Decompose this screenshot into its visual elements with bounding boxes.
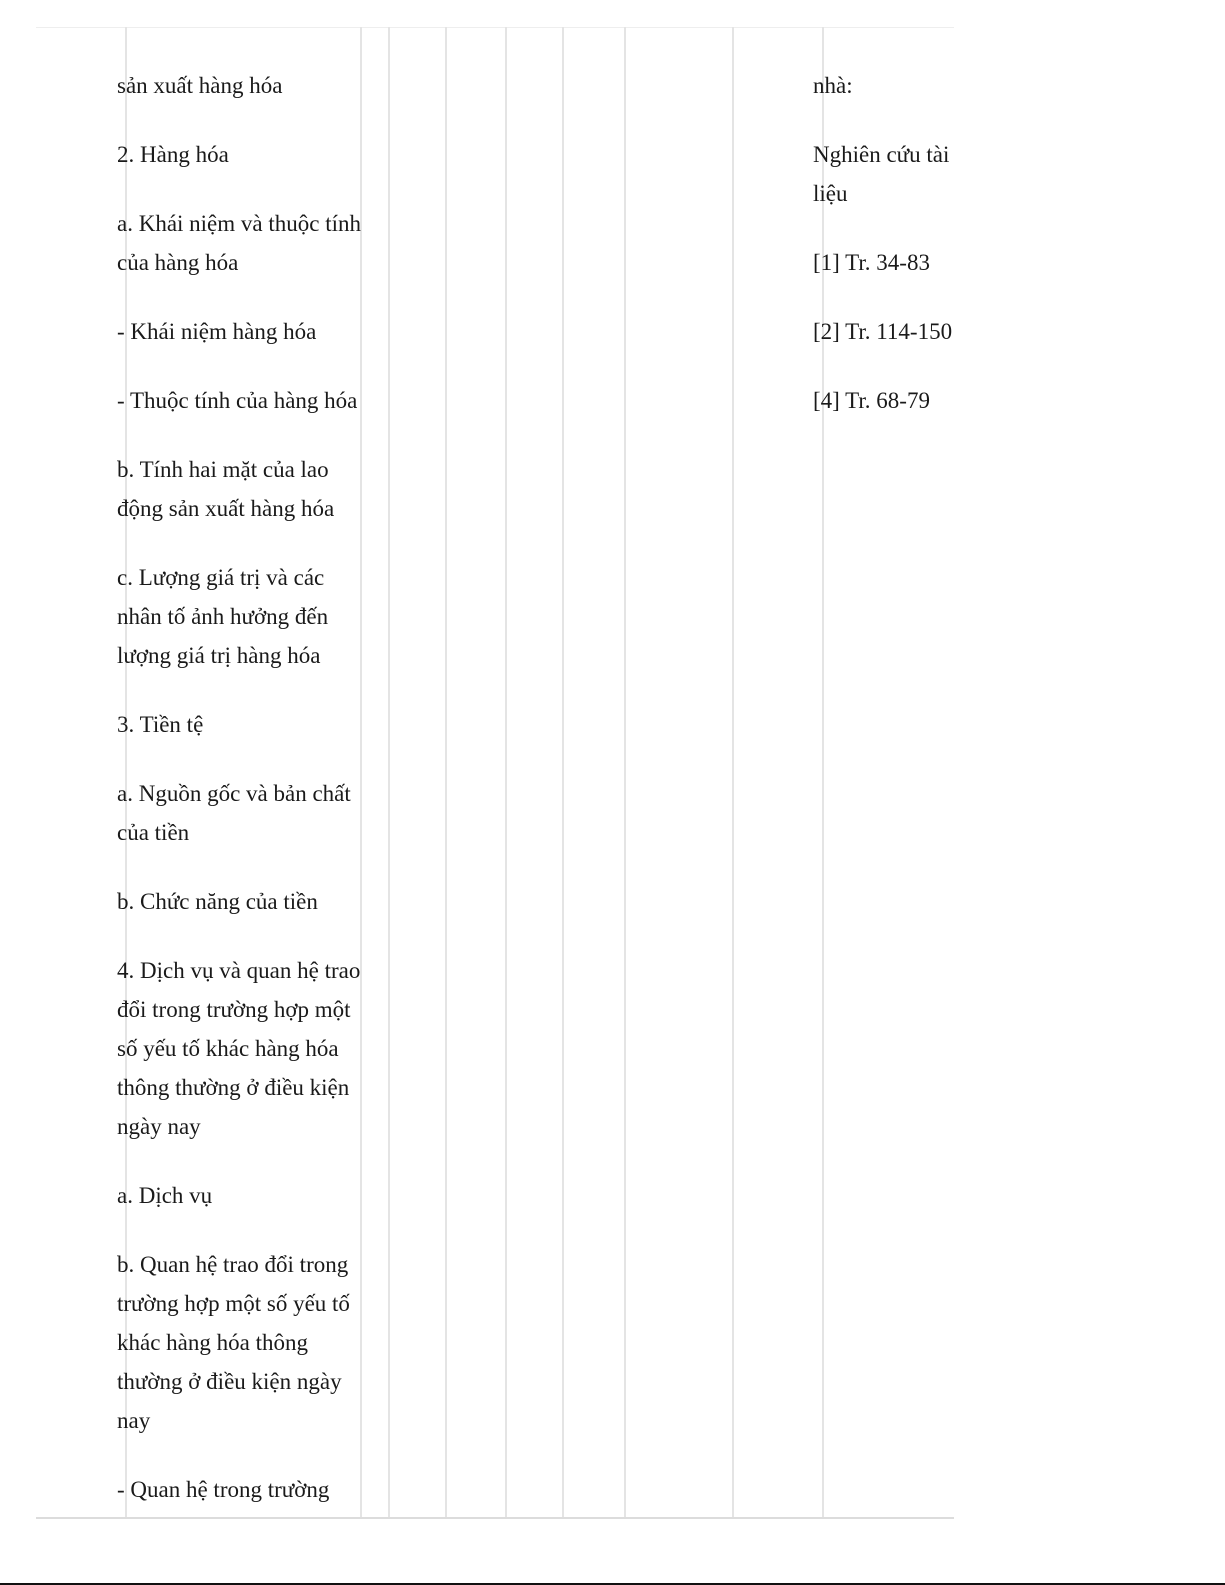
content-line: đổi trong trường hợp một: [117, 997, 351, 1022]
section-heading: 3. Tiền tệ: [117, 712, 204, 737]
column-divider: [388, 27, 390, 1518]
content-line: a. Nguồn gốc và bản chất: [117, 781, 351, 806]
content-line: của tiền: [117, 820, 190, 845]
content-line: 4. Dịch vụ và quan hệ trao: [117, 958, 361, 983]
content-item: [117, 1245, 361, 1440]
content-item: [117, 774, 361, 852]
content-line: - Quan hệ trong trường: [117, 1477, 330, 1502]
column-divider: [562, 27, 564, 1518]
content-item: [117, 450, 361, 528]
content-line: - Khái niệm hàng hóa: [117, 319, 317, 344]
section-heading: 2. Hàng hóa: [117, 142, 229, 167]
reference-4: [4] Tr. 68-79: [813, 388, 930, 413]
content-item: [117, 558, 361, 675]
column-divider: [505, 27, 507, 1518]
content-line: - Thuộc tính của hàng hóa: [117, 388, 358, 413]
column-divider: [445, 27, 447, 1518]
content-line: thông thường ở điều kiện: [117, 1075, 350, 1100]
content-line: động sản xuất hàng hóa: [117, 496, 335, 521]
content-line: b. Quan hệ trao đổi trong: [117, 1252, 349, 1277]
reference-1: [1] Tr. 34-83: [813, 250, 930, 275]
content-line: c. Lượng giá trị và các: [117, 565, 325, 590]
references-column: [813, 66, 952, 450]
table-bottom-border: [36, 1517, 954, 1519]
content-line: số yếu tố khác hàng hóa: [117, 1036, 339, 1061]
home-label: nhà:: [813, 73, 853, 98]
study-label-line: liệu: [813, 181, 848, 206]
content-item: [117, 204, 361, 282]
content-line: lượng giá trị hàng hóa: [117, 643, 321, 668]
study-label-line: Nghiên cứu tài: [813, 142, 950, 167]
content-line: khác hàng hóa thông: [117, 1330, 308, 1355]
table-top-border: [36, 27, 954, 28]
study-label: [813, 135, 952, 213]
column-divider: [624, 27, 626, 1518]
content-line: a. Dịch vụ: [117, 1183, 213, 1208]
content-line: nay: [117, 1408, 151, 1433]
reference-2: [2] Tr. 114-150: [813, 319, 953, 344]
content-line: trường hợp một số yếu tố: [117, 1291, 350, 1316]
content-line: thường ở điều kiện ngày: [117, 1369, 342, 1394]
content-line: nhân tố ảnh hưởng đến: [117, 604, 329, 629]
content-line: b. Tính hai mặt của lao: [117, 457, 329, 482]
content-column: [117, 66, 361, 1539]
column-divider: [732, 27, 734, 1518]
content-line: của hàng hóa: [117, 250, 239, 275]
content-line: sản xuất hàng hóa: [117, 73, 283, 98]
content-line: b. Chức năng của tiền: [117, 889, 318, 914]
content-item: [117, 951, 361, 1146]
content-line: ngày nay: [117, 1114, 201, 1139]
content-line: a. Khái niệm và thuộc tính: [117, 211, 361, 236]
